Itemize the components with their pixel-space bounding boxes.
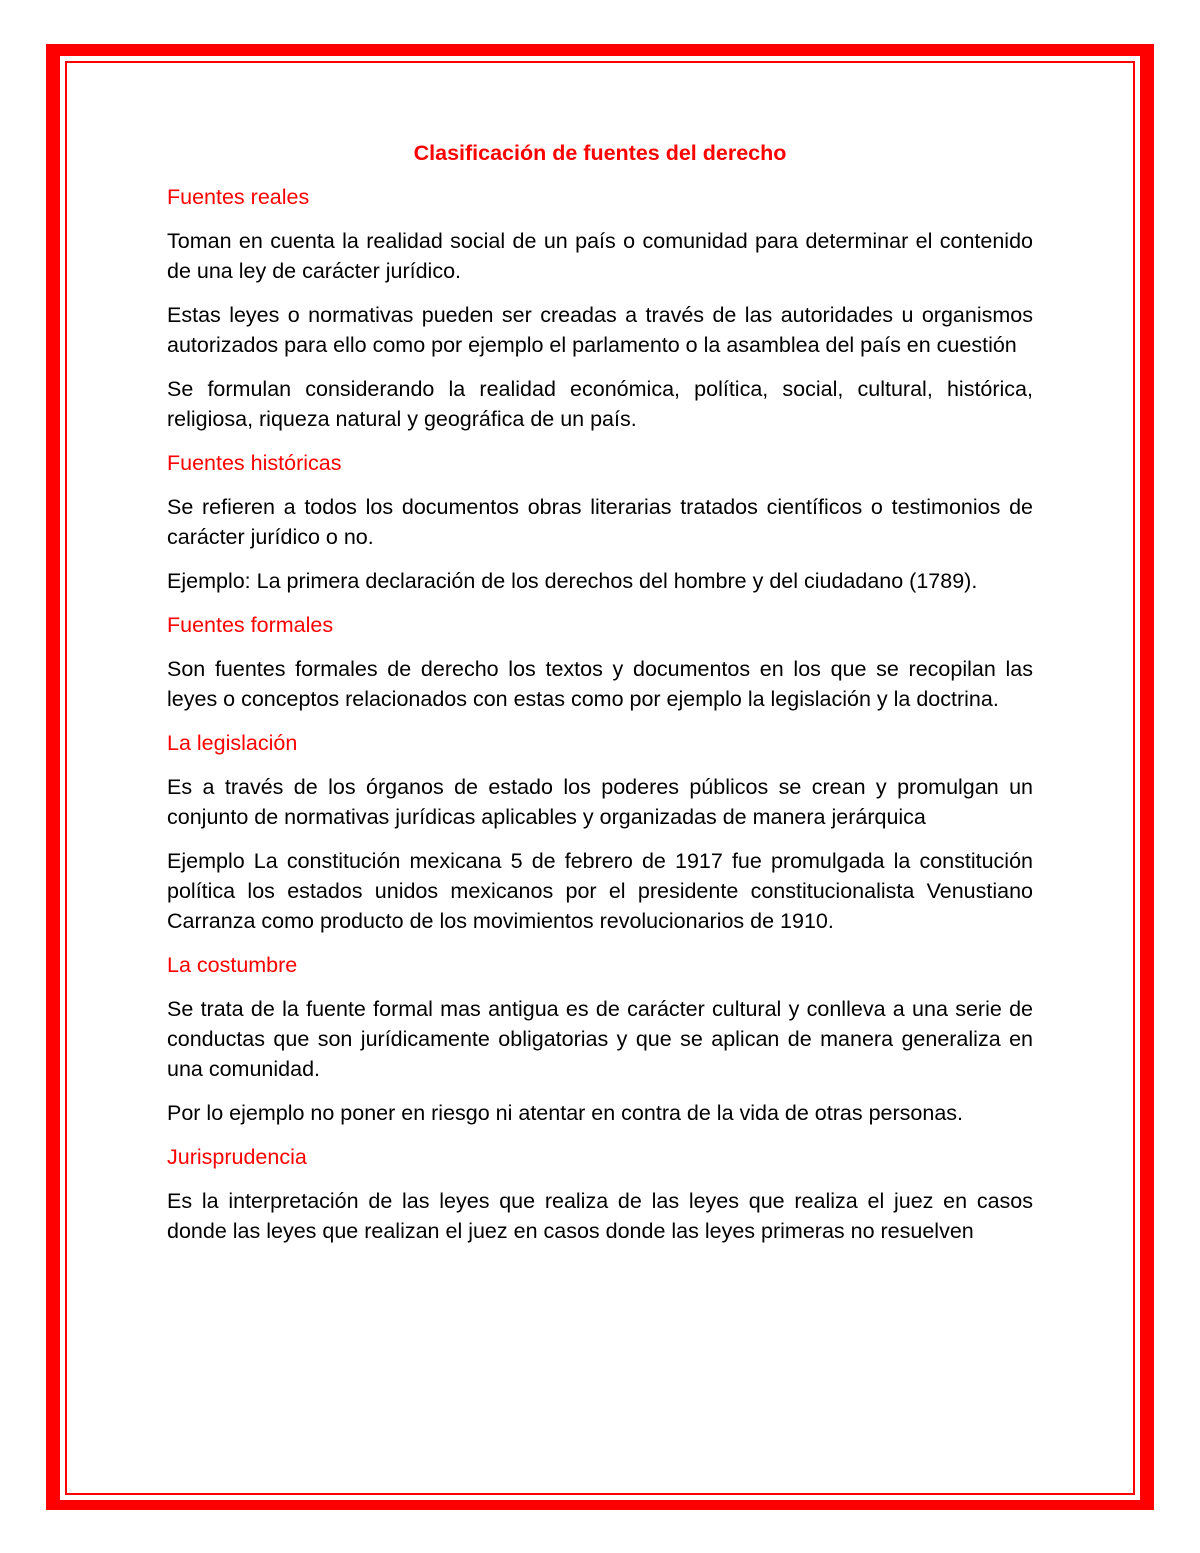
paragraph: Ejemplo: La primera declaración de los derechos del hombre y del ciudadano (1789). xyxy=(167,569,978,593)
paragraph: Ejemplo La constitución mexicana 5 de febrero de 1917 fue promulgada la constitución política los estados unidos mexicanos por el presidente constitucionalista Venustiano Carranza como producto de los movimientos revolucionarios de 1910. xyxy=(167,849,1033,933)
paragraph: Se trata de la fuente formal mas antigua es de carácter cultural y conlleva a una serie de conductas que son jurídicamente obligatorias y que se aplican de manera generaliza en una comunidad. xyxy=(167,997,1033,1081)
section-la-costumbre xyxy=(167,950,1033,1128)
border-left-bar xyxy=(46,84,54,1470)
paragraph: Son fuentes formales de derecho los textos y documentos en los que se recopilan las leyes o conceptos relacionados con estas como por ejemplo la legislación y la doctrina. xyxy=(167,657,1033,711)
section-heading: La costumbre xyxy=(167,953,298,977)
section-fuentes-historicas xyxy=(167,448,1033,596)
paragraph: Estas leyes o normativas pueden ser creadas a través de las autoridades u organismos autorizados para ello como por ejemplo el parlamento o la asamblea del país en cuestión xyxy=(167,303,1033,357)
document-title: Clasificación de fuentes del derecho xyxy=(413,141,787,165)
section-jurisprudencia xyxy=(167,1142,1033,1246)
paragraph: Se refieren a todos los documentos obras literarias tratados científicos o testimonios de carácter jurídico o no. xyxy=(167,495,1033,549)
section-fuentes-reales xyxy=(167,182,1033,434)
border-top-bar xyxy=(86,44,1114,52)
section-heading: Fuentes históricas xyxy=(167,451,342,475)
section-la-legislacion xyxy=(167,728,1033,936)
section-heading: Fuentes reales xyxy=(167,185,310,209)
section-fuentes-formales xyxy=(167,610,1033,714)
paragraph: Toman en cuenta la realidad social de un país o comunidad para determinar el contenido de una ley de carácter jurídico. xyxy=(167,229,1033,283)
section-heading: La legislación xyxy=(167,731,298,755)
section-heading: Jurisprudencia xyxy=(167,1145,307,1169)
paragraph: Por lo ejemplo no poner en riesgo ni atentar en contra de la vida de otras personas. xyxy=(167,1101,963,1125)
section-heading: Fuentes formales xyxy=(167,613,334,637)
document-body xyxy=(167,138,1033,1260)
border-bottom-bar xyxy=(86,1502,1114,1510)
paragraph: Es a través de los órganos de estado los poderes públicos se crean y promulgan un conjunto de normativas jurídicas aplicables y organizadas de manera jerárquica xyxy=(167,775,1033,829)
paragraph: Es la interpretación de las leyes que realiza de las leyes que realiza el juez en casos donde las leyes que realizan el juez en casos donde las leyes primeras no resuelven xyxy=(167,1189,1033,1243)
paragraph: Se formulan considerando la realidad económica, política, social, cultural, histórica, religiosa, riqueza natural y geográfica de un país. xyxy=(167,377,1033,431)
border-right-bar xyxy=(1146,84,1154,1470)
